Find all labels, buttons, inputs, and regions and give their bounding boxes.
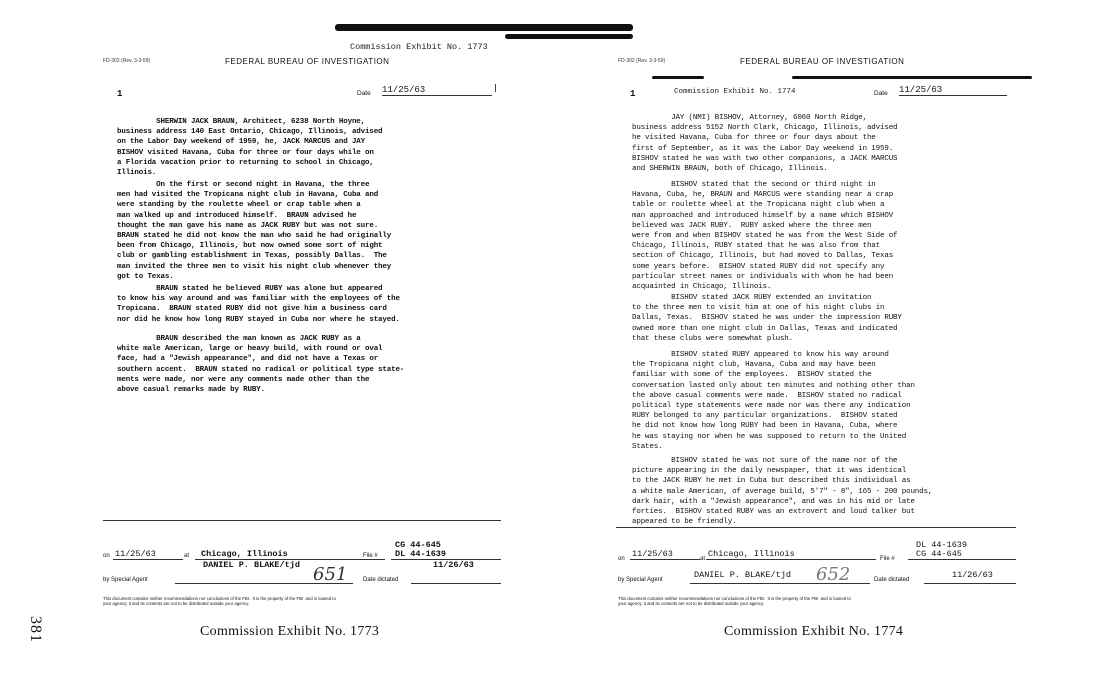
- underline: [908, 559, 1016, 560]
- paragraph: BISHOV stated JACK RUBY extended an invitation to the three men to visit him at one of his night clubs in Dallas, Texas. BISHOV stated he was under the impression RUBY owned more than one night club in Dallas, Texas and indicated that these clubs were somewhat plush.: [632, 294, 902, 343]
- interview-date: 11/25/63: [632, 549, 673, 559]
- disclaimer: This document contains neither recommendations nor conclusions of the FBI. It is the property of the FBI and is loaned to your agency; it and its contents are not to be distributed outside your agency.: [103, 596, 336, 606]
- paragraph: SHERWIN JACK BRAUN, Architect, 6238 North Hoyne, business address 140 East Ontario, Chicago, Illinois, advised on the Labor Day weekend of 1959, he, JACK MARCUS and JAY BISHOV visited Havana, Cuba for three or four days while on a Florida vacation prior to returning to school in Chicago, Illinois.: [117, 118, 383, 178]
- exhibit-stamp: Commission Exhibit No. 1774: [674, 88, 796, 96]
- margin-tick: [495, 84, 496, 92]
- redaction-bar: [335, 24, 633, 31]
- paragraph: BISHOV stated RUBY appeared to know his way around the Tropicana night club, Havana, Cuba and may have been familiar with some of the employees. BISHOV stated the conversation lasted only about ten minutes and nothing other than the above casual comments were made. BISHOV stated no radical political type statements were made nor was there any indication RUBY belonged to any particular organizations. BISHOV stated he did not know how long RUBY had been in Havana, Cuba, where he was staying nor when he was supposed to return to the United States.: [632, 351, 915, 451]
- dictated-label: Date dictated: [363, 577, 399, 583]
- page-number: 381: [27, 616, 44, 643]
- underline: [411, 583, 501, 584]
- dictated-date: 11/26/63: [433, 560, 474, 570]
- exhibit-1773: [95, 0, 515, 691]
- disclaimer: This document contains neither recommendations nor conclusions of the FBI. It is the property of the FBI and is loaned to your agency; it and its contents are not to be distributed outside your agency.: [618, 596, 851, 606]
- interview-date: 11/25/63: [115, 549, 156, 559]
- page-number-doc: 1: [630, 89, 636, 99]
- file-number: CG 44-645: [395, 540, 441, 550]
- signature: 652: [816, 564, 851, 585]
- file-number: DL 44-1639: [395, 549, 447, 559]
- footer-rule: [616, 527, 1016, 528]
- redaction-bar: [652, 76, 704, 79]
- paragraph: BRAUN described the man known as JACK RUBY as a white male American, large or heavy build, with round or oval face, had a "Jewish appearance", and did not have a Texas or southern accent. BRAUN stated no radical or political type state- ments were made, nor were any comments made other than the above casual remarks made by RUBY.: [117, 335, 405, 395]
- report-date: 11/25/63: [382, 85, 492, 96]
- paragraph: JAY (NMI) BISHOV, Attorney, 6060 North Ridge, business address 5152 North Clark, Chicago, Illinois, advised he visited Havana, Cuba for three or four days about the first of September, as it was the Labor Day weekend in 1959. BISHOV stated he was with two other companions, a JACK MARCUS and SHERWIN BRAUN, both of Chicago, Illinois.: [632, 114, 898, 174]
- report-date: 11/25/63: [899, 85, 1007, 96]
- on-label: on: [103, 553, 110, 559]
- exhibit-1774: [612, 0, 1042, 691]
- at-label: at: [700, 556, 706, 562]
- date-label: Date: [357, 90, 371, 97]
- paragraph: On the first or second night in Havana, the three men had visited the Tropicana night club in Havana, Cuba and were standing by the roulette wheel or crap table when a man walked up and introduced himself. BRAUN advised he thought the man gave his name as JACK RUBY but was not sure. BRAUN stated he did not know the man who said he had originally been from Chicago, Illinois, but now owned some sort of night club or gambling establishment in Texas, possibly Dallas. The man invited the three men to visit his night club whenever they got to Texas.: [117, 181, 392, 281]
- page-number-doc: 1: [117, 89, 123, 99]
- paragraph: BISHOV stated that the second or third night in Havana, Cuba, he, BRAUN and MARCUS were standing near a crap table or roulette wheel at the Tropicana night club when a man approached and introduced himself by a name which BISHOV believed was JACK RUBY. RUBY asked where the three men were from and when BISHOV stated he was from the West Side of Chicago, Illinois, RUBY stated that he was also from that section of Chicago, Illinois, but had moved to Dallas, Texas some years before. BISHOV stated RUBY did not specify any particular street names or individuals with whom he had been acquainted in Chicago, Illinois.: [632, 181, 898, 292]
- agent-name: DANIEL P. BLAKE/tjd: [694, 570, 791, 580]
- signature: 651: [313, 564, 348, 585]
- underline: [630, 559, 700, 560]
- agent-label: by Special Agent: [618, 577, 663, 583]
- paragraph: BISHOV stated he was not sure of the name nor of the picture appearing in the daily newspaper, that it was identical to the JACK RUBY he met in Cuba but described this individual as a white male American, of average build, 5'7" - 8", 165 - 200 pounds, dark hair, with a "Jewish appearance", and was in his mid or late forties. BISHOV stated RUBY was an extrovert and loud talker but appeared to be friendly.: [632, 457, 933, 527]
- interview-place: Chicago, Illinois: [708, 549, 795, 559]
- footer-rule: [103, 520, 501, 521]
- dictated-date: 11/26/63: [952, 570, 993, 580]
- interview-place: Chicago, Illinois: [201, 549, 288, 559]
- paragraph: BRAUN stated he believed RUBY was alone but appeared to know his way around and was familiar with the employees of the Tropicana. BRAUN stated RUBY did not give him a business card nor did he know how long RUBY stayed in Cuba nor where he stayed.: [117, 285, 400, 324]
- exhibit-stamp: Commission Exhibit No. 1773: [350, 42, 488, 52]
- dictated-label: Date dictated: [874, 577, 910, 583]
- agent-name: DANIEL P. BLAKE/tjd: [203, 560, 300, 570]
- exhibit-caption: Commission Exhibit No. 1774: [724, 624, 904, 639]
- underline: [706, 559, 876, 560]
- date-label: Date: [874, 90, 888, 97]
- file-label: File #: [363, 553, 378, 559]
- file-label: File #: [880, 556, 895, 562]
- agent-label: by Special Agent: [103, 577, 148, 583]
- on-label: on: [618, 556, 625, 562]
- exhibit-caption: Commission Exhibit No. 1773: [200, 624, 380, 639]
- redaction-bar: [792, 76, 1032, 79]
- underline: [113, 559, 183, 560]
- form-id: FD-302 (Rev. 3-3-59): [103, 58, 151, 64]
- file-number: DL 44-1639: [916, 540, 968, 550]
- at-label: at: [184, 553, 190, 559]
- agency-heading: FEDERAL BUREAU OF INVESTIGATION: [740, 57, 905, 66]
- file-number: CG 44-645: [916, 549, 962, 559]
- underline: [924, 583, 1016, 584]
- form-id: FD-302 (Rev. 3-3-59): [618, 58, 666, 64]
- agency-heading: FEDERAL BUREAU OF INVESTIGATION: [225, 57, 390, 66]
